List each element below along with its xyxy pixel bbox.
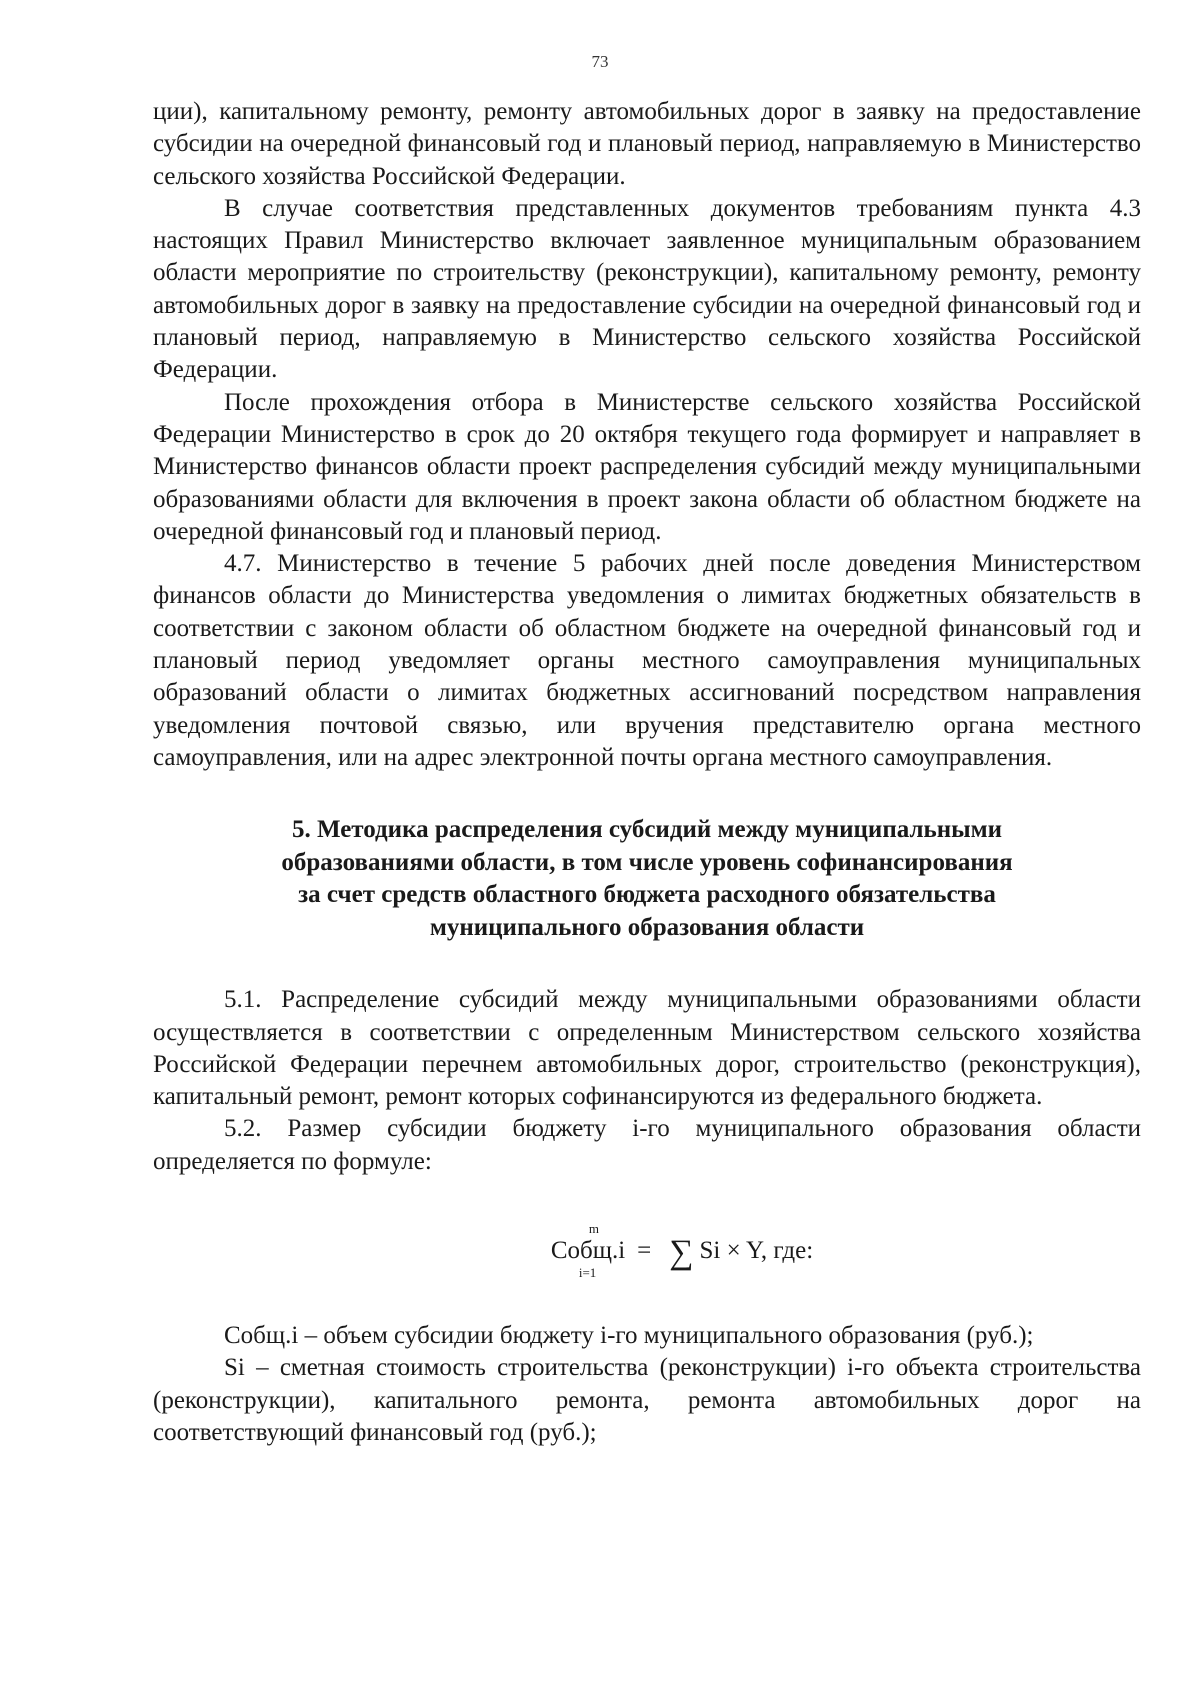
paragraph-continuation: ции), капитальному ремонту, ремонту автомобильных дорог в заявку на предоставление субсидии на очередной финансовый год и плановый период, направляемую в Министерство сельского хозяйства Российской Федерации. — [153, 98, 1141, 190]
formula-equals: = — [637, 1236, 652, 1264]
definition-sobsh: Собщ.i – объем субсидии бюджету i-го муниципального образования (руб.); — [224, 1322, 1034, 1350]
formula-lhs-text: Собщ.i — [550, 1236, 626, 1264]
paragraph-selection-result: После прохождения отбора в Министерстве сельского хозяйства Российской Федерации Министерство в срок до 20 октября текущего года формирует и направляет в Министерство финансов области проект распределения субсидий между муниципальными образованиями области для включения в проект закона области об областном бюджете на очередной финансовый год и плановый период. — [153, 388, 1141, 545]
definition-si: Si – сметная стоимость строительства (реконструкции) i-го объекта строительства (реконструкции), капитального ремонта, ремонта автомобильных дорог на соответствующий финансовый год (руб.); — [153, 1354, 1141, 1446]
paragraph-5-2: 5.2. Размер субсидии бюджету i-го муниципального образования области определяется по формуле: — [153, 1115, 1141, 1175]
section-5-heading — [153, 814, 1141, 944]
heading-line: за счет средств областного бюджета расходного обязательства — [298, 881, 996, 909]
paragraph-5-1: 5.1. Распределение субсидий между муниципальными образованиями области осуществляется в соответствии с определенным Министерством сельского хозяйства Российской Федерации перечнем автомобильных дорог, строительство (реконструкция), капитальный ремонт, ремонт которых софинансируются из федерального бюджета. — [153, 986, 1141, 1111]
heading-line: образованиями области, в том числе уровень софинансирования — [281, 848, 1013, 876]
heading-line: 5. Методика распределения субсидий между муниципальными — [291, 816, 1003, 844]
formula-definitions — [153, 1320, 1141, 1449]
heading-line: муниципального образования области — [429, 913, 865, 941]
subsidy-formula — [153, 1216, 1141, 1286]
formula-lhs — [550, 1220, 626, 1280]
paragraph-inclusion-in-application: В случае соответствия представленных документов требованиям пункта 4.3 настоящих Правил Министерство включает заявленное муниципальным образованием области мероприятие по строительству (реконструкции), капитальному ремонту, ремонту автомобильных дорог в заявку на предоставление субсидии на очередной финансовый год и плановый период, направляемую в Министерство сельского хозяйства Российской Федерации. — [153, 194, 1141, 384]
paragraph-4-7: 4.7. Министерство в течение 5 рабочих дней после доведения Министерством финансов области до Министерства уведомления о лимитах бюджетных обязательств в соответствии с законом области об областном бюджете на очередной финансовый год и плановый период уведомляет органы местного самоуправления муниципальных образований области о лимитах бюджетных ассигнований посредством направления уведомления почтовой связью, или вручения представителю органа местного самоуправления, или на адрес электронной почты органа местного самоуправления. — [153, 550, 1141, 771]
page-number: 73 — [591, 52, 609, 71]
formula-rhs: Si × Y, где: — [699, 1236, 814, 1264]
formula-sigma: ∑ — [669, 1233, 694, 1271]
formula-lower-limit: i=1 — [578, 1264, 597, 1280]
document-body — [153, 96, 1141, 1449]
formula-upper-limit: m — [588, 1220, 599, 1236]
